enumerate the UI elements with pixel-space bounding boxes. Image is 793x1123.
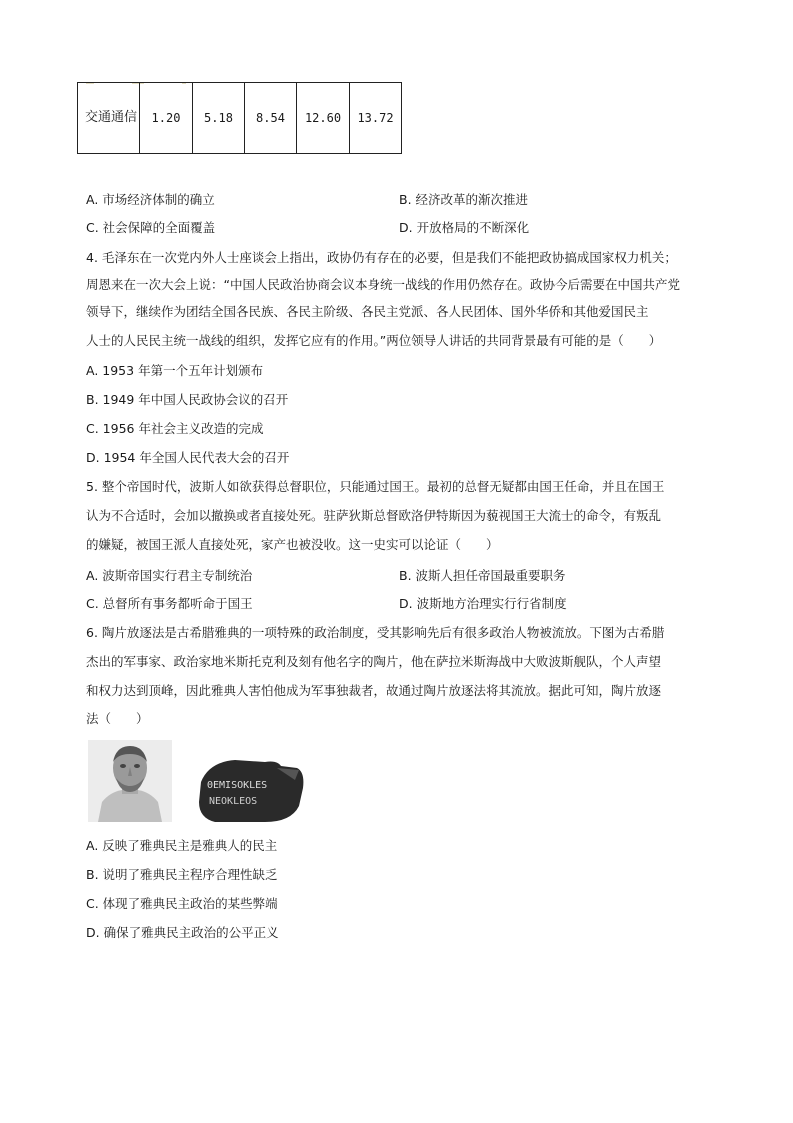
q4-stem-line: 领导下，继续作为团结全国各民族、各民主阶级、各民主党派、各人民团体、国外华侨和其他爱国民主 [86, 304, 649, 319]
shard-drawing [195, 758, 307, 824]
shard-inscription: ΘEMISOKLES [207, 780, 268, 791]
q5-stem-line: 认为不合适时，会加以撤换或者直接处死。驻萨狄斯总督欧洛伊特斯因为藐视国王大流士的命令，有叛乱 [86, 508, 662, 523]
q3-option-c[interactable]: C. 社会保障的全面覆盖 [86, 220, 216, 235]
bust-drawing [88, 740, 172, 822]
q6-stem-line: 法（ ） [86, 711, 149, 726]
q4-option-d[interactable]: D. 1954 年全国人民代表大会的召开 [86, 450, 290, 465]
table-cell: 12.60 [297, 83, 350, 154]
shard-inscription: NEOKLEOS [209, 796, 258, 807]
q6-option-d[interactable]: D. 确保了雅典民主政治的公平正义 [86, 925, 279, 940]
q6-option-a[interactable]: A. 反映了雅典民主是雅典人的民主 [86, 838, 278, 853]
q5-option-d[interactable]: D. 波斯地方治理实行行省制度 [399, 596, 567, 611]
q5-option-b[interactable]: B. 波斯人担任帝国最重要职务 [399, 568, 566, 583]
q5-option-a[interactable]: A. 波斯帝国实行君主专制统治 [86, 568, 253, 583]
table-cell: 13.72 [350, 83, 402, 154]
q6-stem-line: 和权力达到顶峰，因此雅典人害怕他成为军事独裁者，故通过陶片放逐法将其流放。据此可知，陶片放逐 [86, 683, 662, 698]
q6-option-c[interactable]: C. 体现了雅典民主政治的某些弊端 [86, 896, 278, 911]
q6-option-b[interactable]: B. 说明了雅典民主程序合理性缺乏 [86, 867, 278, 882]
q4-stem-line: 人士的人民民主统一战线的组织，发挥它应有的作用。”两位领导人讲话的共同背景最有可能的是（ ） [86, 333, 662, 348]
q4-option-a[interactable]: A. 1953 年第一个五年计划颁布 [86, 363, 264, 378]
q6-stem-line: 6. 陶片放逐法是古希腊雅典的一项特殊的政治制度，受其影响先后有很多政治人物被流放。下图为古希腊 [86, 625, 665, 640]
q4-option-c[interactable]: C. 1956 年社会主义改造的完成 [86, 421, 264, 436]
themistocles-bust-image [88, 740, 172, 822]
q5-option-c[interactable]: C. 总督所有事务都听命于国王 [86, 596, 253, 611]
q3-option-a[interactable]: A. 市场经济体制的确立 [86, 192, 215, 207]
q4-stem-line: 4. 毛泽东在一次党内外人士座谈会上指出，政协仍有存在的必要，但是我们不能把政协搞成国家权力机关； [86, 250, 677, 265]
q4-stem-line: 周恩来在一次大会上说：“中国人民政治协商会议本身统一战线的作用仍然存在。政协今后需要在中国共产党 [86, 277, 680, 292]
data-table [77, 82, 402, 154]
table-cell: 1.20 [140, 83, 193, 154]
ostracon-shard-image [195, 758, 307, 824]
q4-option-b[interactable]: B. 1949 年中国人民政协会议的召开 [86, 392, 289, 407]
q6-stem-line: 杰出的军事家、政治家地米斯托克利及刻有他名字的陶片，他在萨拉米斯海战中大败波斯舰队，个人声望 [86, 654, 662, 669]
table-cell: 8.54 [245, 83, 297, 154]
q5-stem-line: 的嫌疑，被国王派人直接处死，家产也被没收。这一史实可以论证（ ） [86, 537, 499, 552]
table-cell: 5.18 [193, 83, 245, 154]
table-row [78, 83, 402, 154]
q3-option-b[interactable]: B. 经济改革的渐次推进 [399, 192, 529, 207]
row-label: 交通通信 [78, 83, 140, 154]
q5-stem-line: 5. 整个帝国时代，波斯人如欲获得总督职位，只能通过国王。最初的总督无疑都由国王任命，并且在国王 [86, 479, 665, 494]
q3-option-d[interactable]: D. 开放格局的不断深化 [399, 220, 530, 235]
